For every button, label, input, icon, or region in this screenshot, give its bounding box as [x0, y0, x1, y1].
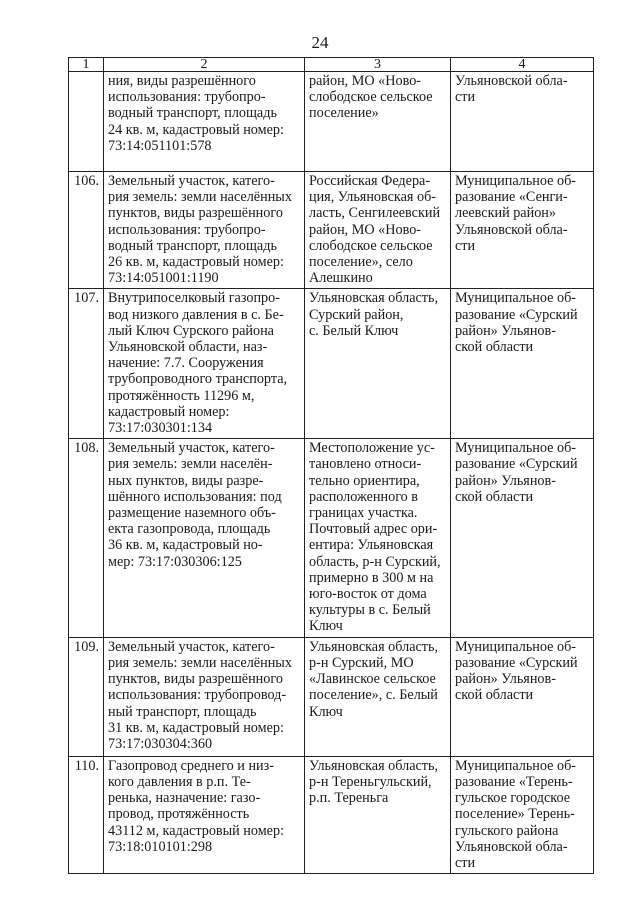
municipality: Муниципальное об- разование «Сурский район» Ульянов- ской области [455, 440, 578, 505]
object-description: Газопровод среднего и низ- кого давления в р.п. Те- ренька, назначение: газо- провод, протяжённость 43112 м, кадастровый номер: 73:18:010101:298 [108, 757, 285, 855]
column-header-1: 1 [69, 58, 104, 72]
table-row [69, 289, 594, 439]
column-header-3: 3 [305, 58, 451, 72]
object-description: Внутрипоселковый газопро- вод низкого давления в с. Бе- лый Ключ Сурского района Ульяновской области, наз- начение: 7.7. Сооружения трубопроводного транспорта, протяжённость 11296 м, кадастровый номер: 73:17:030301:134 [108, 290, 288, 437]
table-row [69, 172, 594, 289]
column-header-4: 4 [451, 58, 594, 72]
object-location: Местоположение ус- тановлено относи- тельно ориентира, расположенного в границах участка. Почтовый адрес ори- ентира: Ульяновская область, р-н Сурский, примерно в 300 м на юго-восток от дома культуры в с. Белый Ключ [309, 440, 441, 635]
municipality: Муниципальное об- разование «Сурский район» Ульянов- ской области [455, 638, 578, 704]
municipality: Ульяновской обла- сти [455, 73, 568, 106]
row-number: 109. [69, 637, 104, 756]
municipality: Муниципальное об- разование «Сенги- леевский район» Ульяновской обла- сти [455, 173, 577, 254]
object-location: Ульяновская область, р-н Тереньгульский, р.п. Тереньга [309, 757, 439, 807]
municipality: Муниципальное об- разование «Терень- гульское городское поселение» Терень- гульского района Ульяновской обла- сти [455, 757, 577, 871]
table-row [69, 637, 594, 756]
header-row [69, 58, 594, 72]
table-row [69, 439, 594, 637]
row-number: 108. [69, 439, 104, 637]
table-row [69, 72, 594, 172]
column-header-2: 2 [104, 58, 305, 72]
page-number: 24 [311, 33, 329, 52]
municipality: Муниципальное об- разование «Сурский район» Ульянов- ской области [455, 290, 578, 356]
object-location: Ульяновская область, Сурский район, с. Белый Ключ [309, 290, 439, 339]
object-description: Земельный участок, катего- рия земель: земли населён- ных пунктов, виды разре- шённого использования: под размещение наземного объ- екта газопровода, площадь 36 кв. м, кадастровый но- мер: 73:17:030306:125 [108, 440, 282, 570]
object-description: Земельный участок, катего- рия земель: земли населённых пунктов, виды разрешённого использования: трубопровод- ный транспорт, площадь 31 кв. м, кадастровый номер: 73:17:030304:360 [108, 638, 292, 752]
object-location: район, МО «Ново- слободское сельское поселение» [309, 73, 433, 122]
object-description: Земельный участок, катего- рия земель: земли населённых пунктов, виды разрешённого использования: трубопро- водный транспорт, площадь 26 кв. м, кадастровый номер: 73:14:051001:1190 [108, 173, 292, 287]
row-number: 110. [69, 756, 104, 873]
object-location: Российская Федера- ция, Ульяновская об- ласть, Сенгилеевский район, МО «Ново- слободское сельское поселение», село Алешкино [309, 173, 441, 287]
row-number [69, 72, 104, 172]
row-number: 107. [69, 289, 104, 439]
object-location: Ульяновская область, р-н Сурский, МО «Лавинское сельское поселение», с. Белый Ключ [309, 638, 439, 720]
row-number: 106. [69, 172, 104, 289]
object-description: ния, виды разрешённого использования: трубопро- водный транспорт, площадь 24 кв. м, кадастровый номер: 73:14:051101:578 [108, 73, 284, 154]
registry-table [68, 57, 594, 874]
table-row [69, 756, 594, 873]
